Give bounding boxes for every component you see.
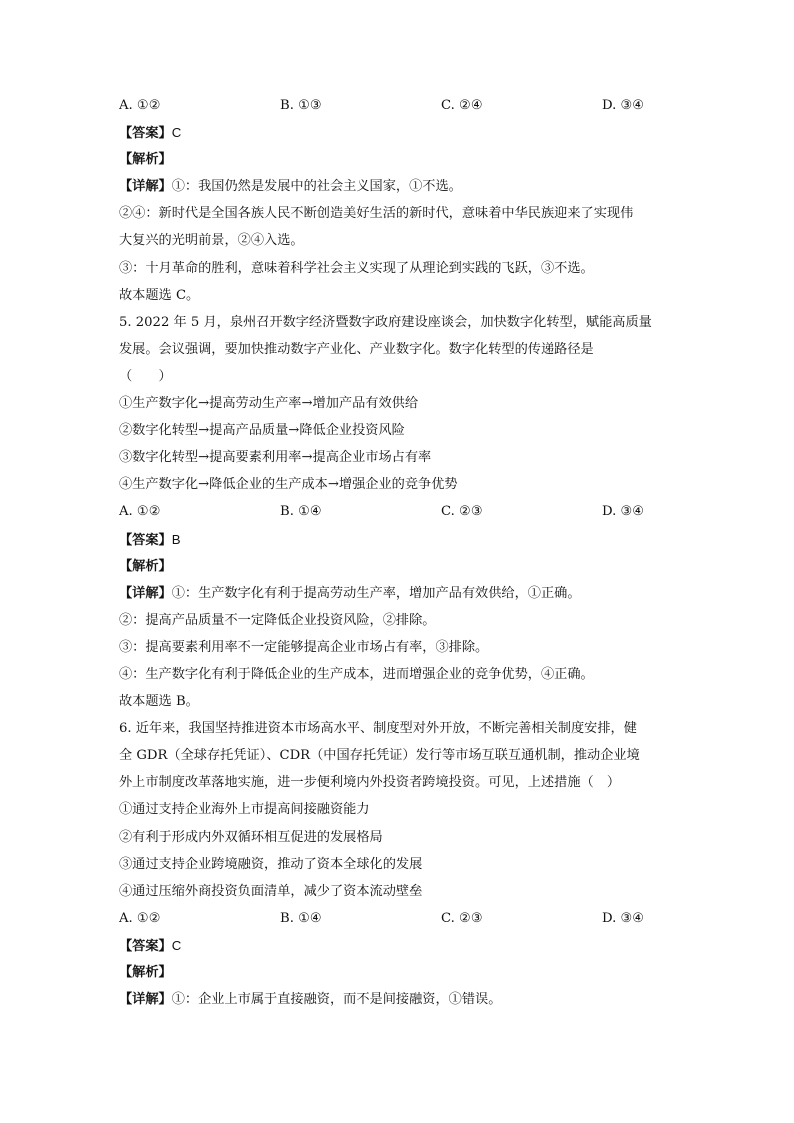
q6-option-a: A. ①② <box>119 910 161 926</box>
q6-analysis-label: 【解析】 <box>119 965 172 980</box>
q6-stem-1: 6. 近年来，我国坚持推进资本市场高水平、制度型对外开放，不断完善相关制度安排，健 <box>119 721 637 737</box>
q4-option-b: B. ①③ <box>280 98 322 113</box>
q5-option-c: C. ②③ <box>441 504 483 520</box>
answer-label: 【答案】 <box>119 126 172 142</box>
answer-value: C <box>171 937 182 953</box>
q5-stem-1: 5. 2022 年 5 月，泉州召开数字经济暨数字政府建设座谈会，加快数字化转型，赋能高质量 <box>119 314 652 330</box>
q5-statement-3: ③数字化转型→提高要素利用率→提高企业市场占有率 <box>119 450 432 466</box>
q6-answer <box>119 932 679 959</box>
detail-text: ①：企业上市属于直接融资，而不是间接融资，①错误。 <box>171 992 502 1008</box>
q5-stem-2: 发展。会议强调，要加快推动数字产业化、产业数字化。数字化转型的传递路径是 <box>119 341 594 357</box>
q6-detail-1 <box>119 986 679 1013</box>
q6-options <box>119 905 679 932</box>
q5-detail-4: ④：生产数字化有利于降低企业的生产成本，进而增强企业的竞争优势，④正确。 <box>119 666 594 682</box>
q4-analysis-label: 【解析】 <box>119 152 172 168</box>
q6-option-b: B. ①④ <box>280 910 322 926</box>
answer-label: 【答案】 <box>119 938 172 954</box>
detail-label: 【详解】 <box>119 585 172 601</box>
q5-analysis-label: 【解析】 <box>119 558 172 574</box>
q4-answer <box>119 119 679 146</box>
q4-options <box>119 92 679 119</box>
detail-text: ①：我国仍然是发展中的社会主义国家，①不选。 <box>171 179 462 195</box>
q4-detail-2: ②④：新时代是全国各族人民不断创造美好生活的新时代，意味着中华民族迎来了实现伟 <box>119 206 634 222</box>
q4-option-a: A. ①② <box>119 98 161 113</box>
q6-statement-1: ①通过支持企业海外上市提高间接融资能力 <box>119 802 370 818</box>
q6-statement-2: ②有利于形成内外双循环相互促进的发展格局 <box>119 829 383 845</box>
q5-options <box>119 498 679 525</box>
q5-detail-1 <box>119 580 679 607</box>
q6-stem-3: 外上市制度改革落地实施，进一步便利境内外投资者跨境投资。可见，上述措施（ ） <box>119 775 621 791</box>
q5-option-b: B. ①④ <box>280 504 322 520</box>
answer-value: B <box>171 531 181 547</box>
q4-option-c: C. ②④ <box>441 98 483 113</box>
q6-option-c: C. ②③ <box>441 910 483 926</box>
q4-detail-1 <box>119 173 679 200</box>
document-content <box>119 92 679 1013</box>
detail-text: ①：生产数字化有利于提高劳动生产率，增加产品有效供给，①正确。 <box>171 585 581 601</box>
q5-statement-4: ④生产数字化→降低企业的生产成本→增强企业的竞争优势 <box>119 477 458 493</box>
q4-option-d: D. ③④ <box>602 98 645 113</box>
q5-option-d: D. ③④ <box>602 504 645 520</box>
q5-detail-2: ②：提高产品质量不一定降低企业投资风险，②排除。 <box>119 612 436 628</box>
q6-stem-2: 全 GDR（全球存托凭证）、CDR（中国存托凭证）发行等市场互联互通机制，推动企业境 <box>119 748 640 764</box>
detail-label: 【详解】 <box>119 992 172 1008</box>
q5-statement-2: ②数字化转型→提高产品质量→降低企业投资风险 <box>119 423 405 439</box>
q4-detail-3: 大复兴的光明前景，②④入选。 <box>119 233 304 249</box>
q4-detail-5: 故本题选 C。 <box>119 287 200 303</box>
q5-answer <box>119 526 679 553</box>
q5-detail-3: ③：提高要素利用率不一定能够提高企业市场占有率，③排除。 <box>119 639 489 655</box>
answer-label: 【答案】 <box>119 532 172 548</box>
q5-stem-3: （ ） <box>119 368 172 384</box>
q5-detail-5: 故本题选 B。 <box>119 694 199 710</box>
answer-value: C <box>171 125 182 141</box>
q6-statement-4: ④通过压缩外商投资负面清单，减少了资本流动壁垒 <box>119 883 423 899</box>
q6-statement-3: ③通过支持企业跨境融资，推动了资本全球化的发展 <box>119 856 423 872</box>
q5-statement-1: ①生产数字化→提高劳动生产率→增加产品有效供给 <box>119 396 419 412</box>
q6-option-d: D. ③④ <box>602 910 645 926</box>
q4-detail-4: ③：十月革命的胜利，意味着科学社会主义实现了从理论到实践的飞跃，③不选。 <box>119 260 594 276</box>
q5-option-a: A. ①② <box>119 504 161 520</box>
detail-label: 【详解】 <box>119 179 172 195</box>
